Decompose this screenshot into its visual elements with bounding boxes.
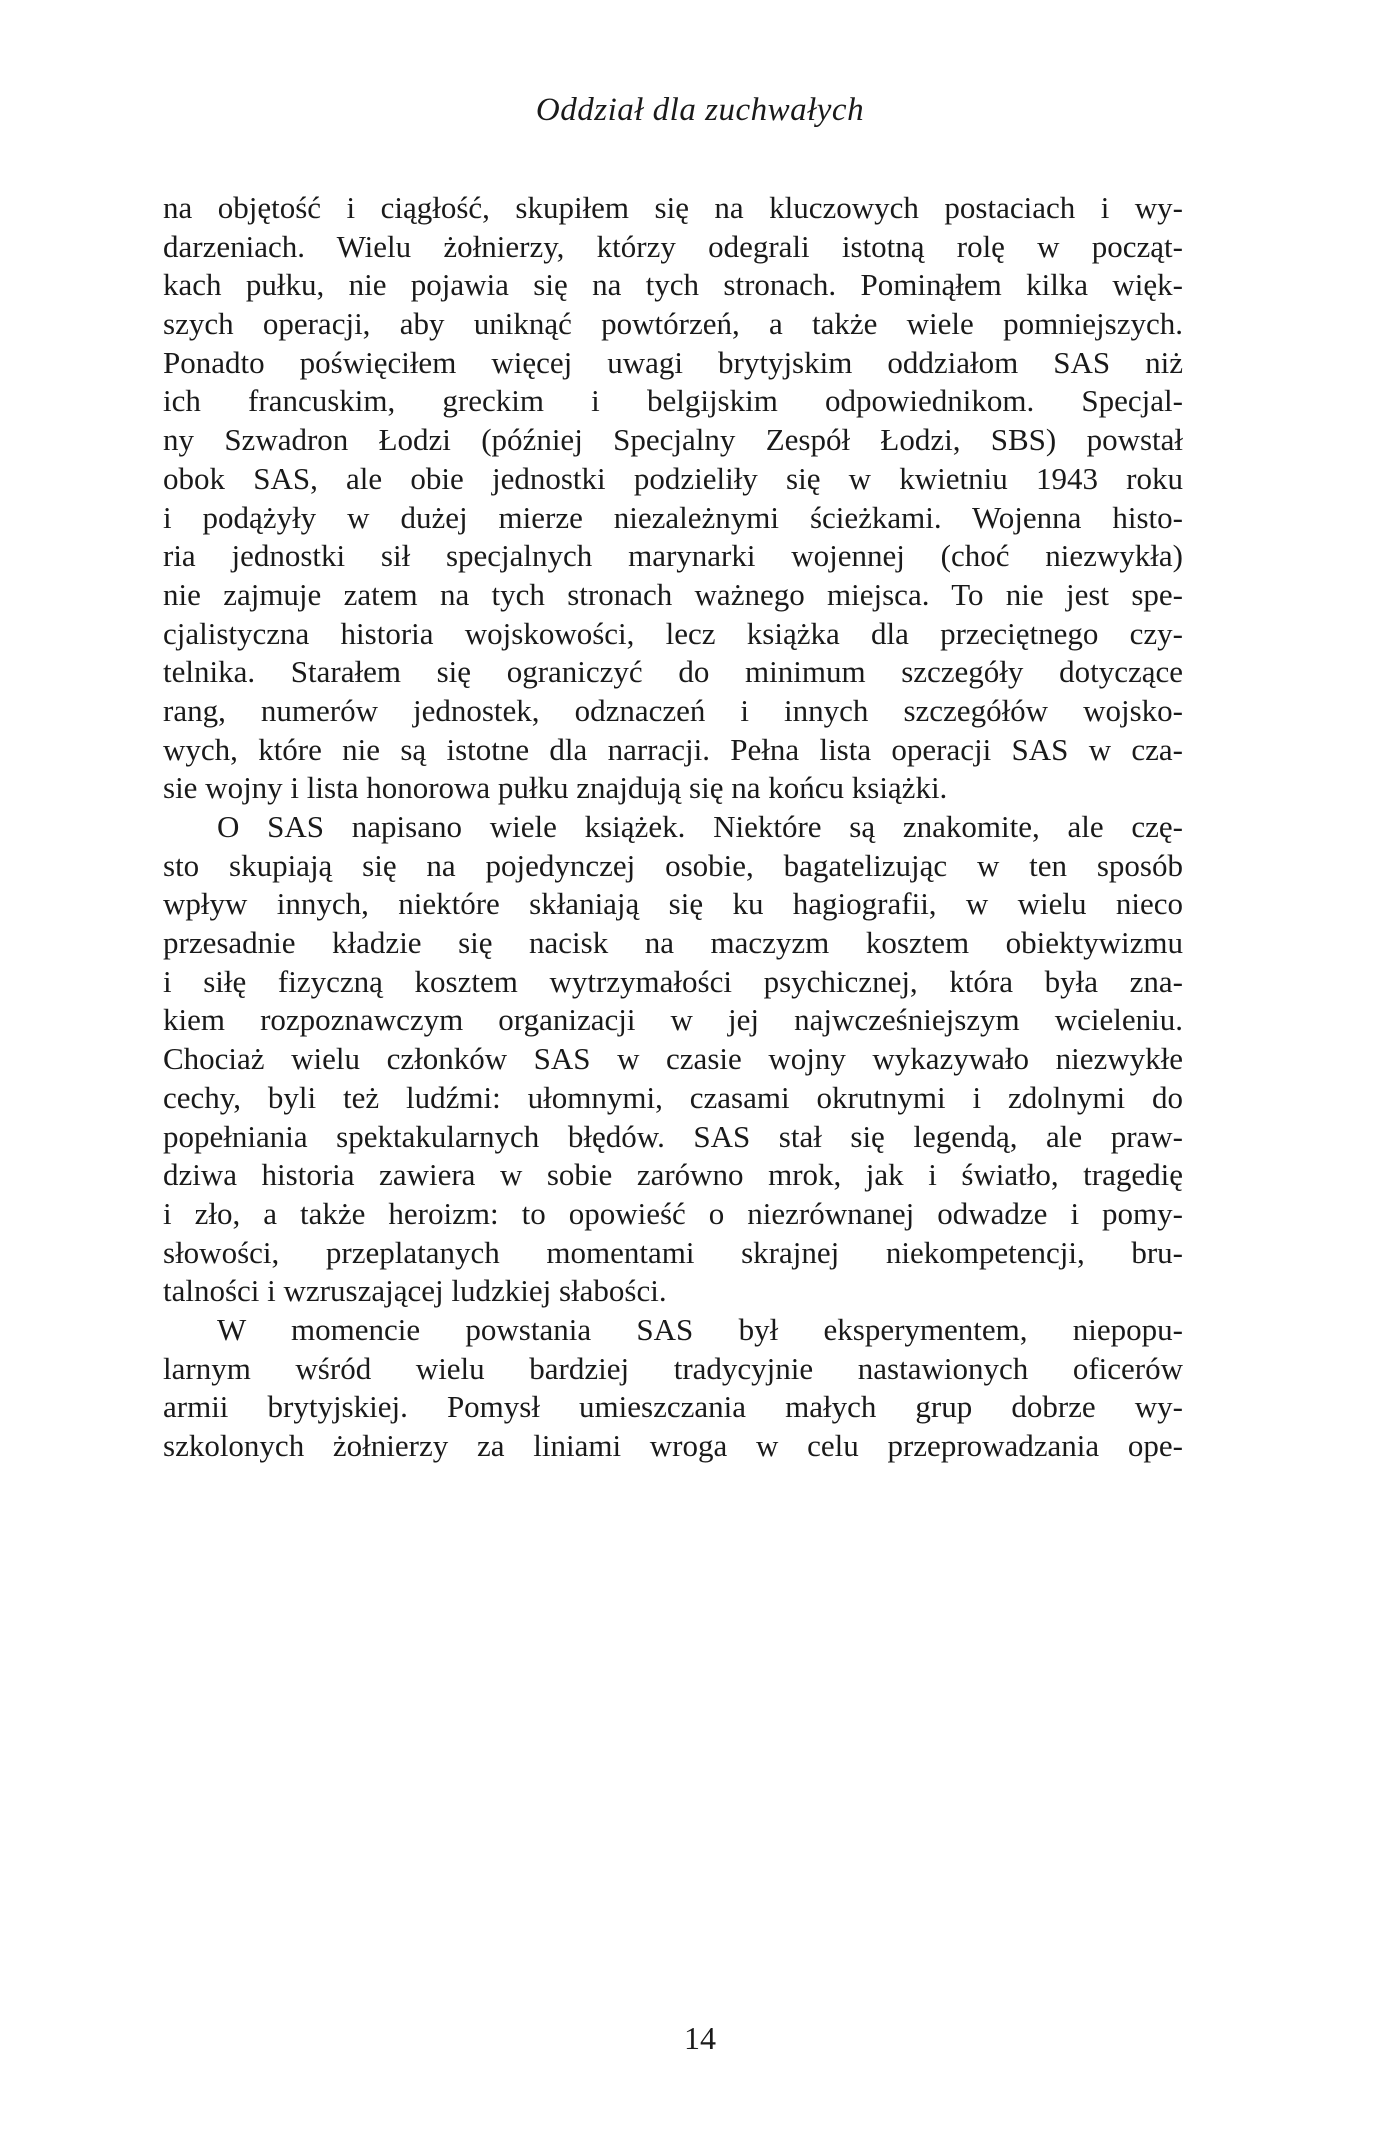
paragraph-1 bbox=[163, 189, 1183, 808]
paragraph-2 bbox=[163, 808, 1183, 1311]
text-line: na objętość i ciągłość, skupiłem się na kluczowych postaciach i wy- bbox=[163, 190, 1183, 225]
text-line: obok SAS, ale obie jednostki podzieliły się w kwietniu 1943 roku bbox=[163, 460, 1183, 496]
text-line: cjalistyczna historia wojskowości, lecz książka dla przeciętnego czy- bbox=[163, 615, 1183, 651]
text-line: sto skupiają się na pojedynczej osobie, bagatelizując w ten sposób bbox=[163, 847, 1183, 883]
text-line: O SAS napisano wiele książek. Niektóre są znakomite, ale czę- bbox=[217, 809, 1183, 844]
text-line: ny Szwadron Łodzi (później Specjalny Zespół Łodzi, SBS) powstał bbox=[163, 422, 1183, 458]
text-line: szych operacji, aby uniknąć powtórzeń, a także wiele pomniejszych. bbox=[163, 306, 1183, 342]
text-line: rang, numerów jednostek, odznaczeń i innych szczegółów wojsko- bbox=[163, 692, 1183, 728]
text-line: telnika. Starałem się ograniczyć do minimum szczegóły dotyczące bbox=[163, 654, 1183, 690]
text-line: cechy, byli też ludźmi: ułomnymi, czasami okrutnymi i zdolnymi do bbox=[163, 1079, 1183, 1115]
text-line: przesadnie kładzie się nacisk na maczyzm kosztem obiektywizmu bbox=[163, 925, 1183, 961]
body-text bbox=[163, 189, 1183, 1466]
text-line: kach pułku, nie pojawia się na tych stronach. Pominąłem kilka więk- bbox=[163, 267, 1183, 303]
text-line: armii brytyjskiej. Pomysł umieszczania małych grup dobrze wy- bbox=[163, 1389, 1183, 1425]
text-line: wpływ innych, niektóre skłaniają się ku hagiografii, w wielu nieco bbox=[163, 886, 1183, 922]
text-line: ich francuskim, greckim i belgijskim odpowiednikom. Specjal- bbox=[163, 383, 1183, 419]
text-line: nie zajmuje zatem na tych stronach ważnego miejsca. To nie jest spe- bbox=[163, 576, 1183, 612]
running-header: Oddział dla zuchwałych bbox=[535, 92, 865, 128]
text-line: Ponadto poświęciłem więcej uwagi brytyjskim oddziałom SAS niż bbox=[163, 344, 1183, 380]
text-line: słowości, przeplatanych momentami skrajnej niekompetencji, bru- bbox=[163, 1234, 1183, 1270]
paragraph-3 bbox=[163, 1311, 1183, 1466]
text-line: i siłę fizyczną kosztem wytrzymałości psychicznej, która była zna- bbox=[163, 963, 1183, 999]
text-line: Chociaż wielu członków SAS w czasie wojny wykazywało niezwykłe bbox=[163, 1041, 1183, 1077]
text-line: ria jednostki sił specjalnych marynarki wojennej (choć niezwykła) bbox=[163, 538, 1183, 574]
text-line: i podążyły w dużej mierze niezależnymi ścieżkami. Wojenna histo- bbox=[163, 499, 1183, 535]
text-line: szkolonych żołnierzy za liniami wroga w celu przeprowadzania ope- bbox=[163, 1428, 1183, 1463]
text-line: dziwa historia zawiera w sobie zarówno mrok, jak i światło, tragedię bbox=[163, 1157, 1183, 1193]
text-line: kiem rozpoznawczym organizacji w jej najwcześniejszym wcieleniu. bbox=[163, 1002, 1183, 1038]
text-line: larnym wśród wielu bardziej tradycyjnie nastawionych oficerów bbox=[163, 1350, 1183, 1386]
text-line: W momencie powstania SAS był eksperymentem, niepopu- bbox=[217, 1311, 1183, 1347]
text-line: wych, które nie są istotne dla narracji. Pełna lista operacji SAS w cza- bbox=[163, 731, 1183, 767]
page-number: 14 bbox=[684, 2020, 716, 2056]
text-line: darzeniach. Wielu żołnierzy, którzy odegrali istotną rolę w począt- bbox=[163, 228, 1183, 264]
text-line: sie wojny i lista honorowa pułku znajdują się na końcu książki. bbox=[163, 770, 948, 806]
text-line: popełniania spektakularnych błędów. SAS stał się legendą, ale praw- bbox=[163, 1118, 1183, 1154]
text-line: i zło, a także heroizm: to opowieść o niezrównanej odwadze i pomy- bbox=[163, 1195, 1183, 1231]
text-line: talności i wzruszającej ludzkiej słabości. bbox=[163, 1273, 667, 1309]
